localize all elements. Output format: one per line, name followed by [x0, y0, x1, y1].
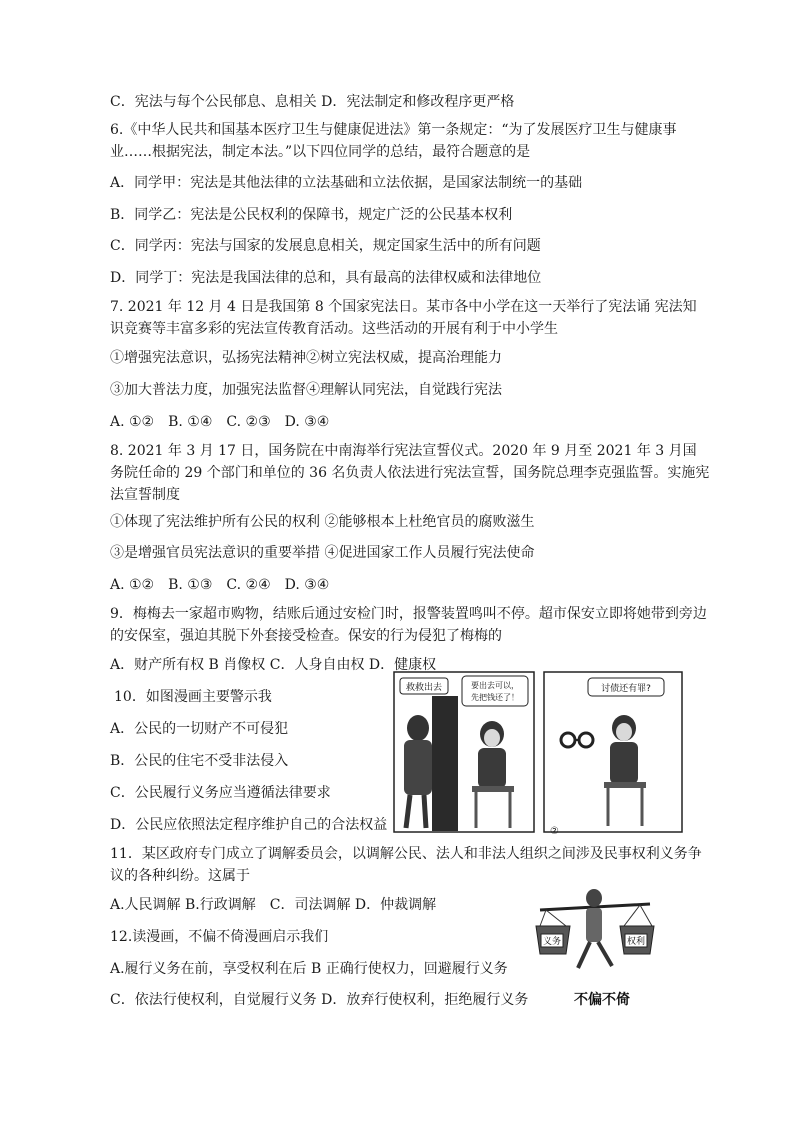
q11-options: A.人民调解 B.行政调解 C．司法调解 D．仲裁调解	[110, 897, 437, 913]
cartoon1-bubble3: 讨债还有罪?	[601, 684, 651, 694]
cartoon2-left-bag-label: 义务	[542, 937, 562, 947]
cartoon2-caption: 不偏不倚	[574, 992, 630, 1008]
q10-stem: 10．如图漫画主要警示我	[114, 689, 272, 705]
q9-options: A．财产所有权 B 肖像权 C．人身自由权 D．健康权	[110, 657, 437, 673]
cartoon1-panel-number: ②	[550, 826, 559, 837]
cartoon1-bubble2-line1: 要出去可以，	[471, 681, 519, 690]
q6-option-a: A．同学甲：宪法是其他法律的立法基础和立法依据，是国家法制统一的基础	[110, 175, 583, 191]
q8-options: A. ①② B. ①③ C. ②④ D. ③④	[110, 577, 330, 593]
q11-stem: 11．某区政府专门成立了调解委员会，以调解公民、法人和非法人组织之间涉及民事权利义务争议的各种纠纷。这属于	[110, 846, 702, 884]
q6-stem: 6.《中华人民共和国基本医疗卫生与健康促进法》第一条规定：“为了发展医疗卫生与健康事业……根据宪法，制定本法。”以下四位同学的总结，最符合题意的是	[110, 122, 677, 160]
q8-statements-34: ③是增强官员宪法意识的重要举措 ④促进国家工作人员履行宪法使命	[110, 545, 535, 561]
q5-options-cd: C．宪法与每个公民郁息、息相关 D．宪法制定和修改程序更严格	[110, 94, 515, 110]
q6-option-b: B．同学乙：宪法是公民权利的保障书，规定广泛的公民基本权利	[110, 207, 513, 223]
q8-statements-12: ①体现了宪法维护所有公民的权利 ②能够根本上杜绝官员的腐败滋生	[110, 514, 535, 530]
q7-statements-12: ①增强宪法意识，弘扬宪法精神②树立宪法权威，提高治理能力	[110, 350, 502, 366]
q7-options: A. ①② B. ①④ C. ②③ D. ③④	[110, 414, 330, 430]
cartoon2-right-bag-label: 权利	[626, 937, 646, 947]
q6-option-c: C．同学丙：宪法与国家的发展息息相关，规定国家生活中的所有问题	[110, 238, 541, 254]
q10-cartoon	[392, 668, 684, 838]
q12-options-ab: A.履行义务在前，享受权利在后 B 正确行使权力，回避履行义务	[110, 961, 508, 977]
q10-option-c: C．公民履行义务应当遵循法律要求	[110, 785, 331, 801]
q8-stem: 8. 2021 年 3 月 17 日，国务院在中南海举行宪法宣誓仪式。2020 年 9 月至 2021 年 3 月国务院任命的 29 个部门和单位的 36 名负责人依法进行宪法宣誓，国务院总理李克强监誓。实施宪法宣誓制度	[110, 443, 710, 503]
q9-stem: 9．梅梅去一家超市购物，结账后通过安检门时，报警装置鸣叫不停。超市保安立即将她带到旁边的安保室，强迫其脱下外套接受检查。保安的行为侵犯了梅梅的	[110, 606, 707, 644]
cartoon1-bubble1: 救救出去	[405, 683, 443, 693]
cartoon1-bubble2-line2: 先把钱还了！	[471, 693, 519, 702]
q7-stem: 7. 2021 年 12 月 4 日是我国第 8 个国家宪法日。某市各中小学在这一天举行了宪法诵 宪法知识竞赛等丰富多彩的宪法宣传教育活动。这些活动的开展有利于中小学生	[110, 299, 697, 337]
q12-stem: 12.读漫画，不偏不倚漫画启示我们	[110, 929, 329, 945]
q6-option-d: D．同学丁：宪法是我国法律的总和，具有最高的法律权威和法律地位	[110, 270, 542, 286]
q10-option-d: D．公民应依照法定程序维护自己的合法权益	[110, 817, 388, 833]
q12-options-cd: C．依法行使权利，自觉履行义务 D．放弃行使权利，拒绝履行义务	[110, 992, 529, 1008]
q10-option-b: B．公民的住宅不受非法侵入	[110, 753, 289, 769]
q12-cartoon	[532, 882, 656, 1014]
q10-option-a: A．公民的一切财产不可侵犯	[110, 721, 289, 737]
q7-statements-34: ③加大普法力度，加强宪法监督④理解认同宪法，自觉践行宪法	[110, 382, 502, 398]
